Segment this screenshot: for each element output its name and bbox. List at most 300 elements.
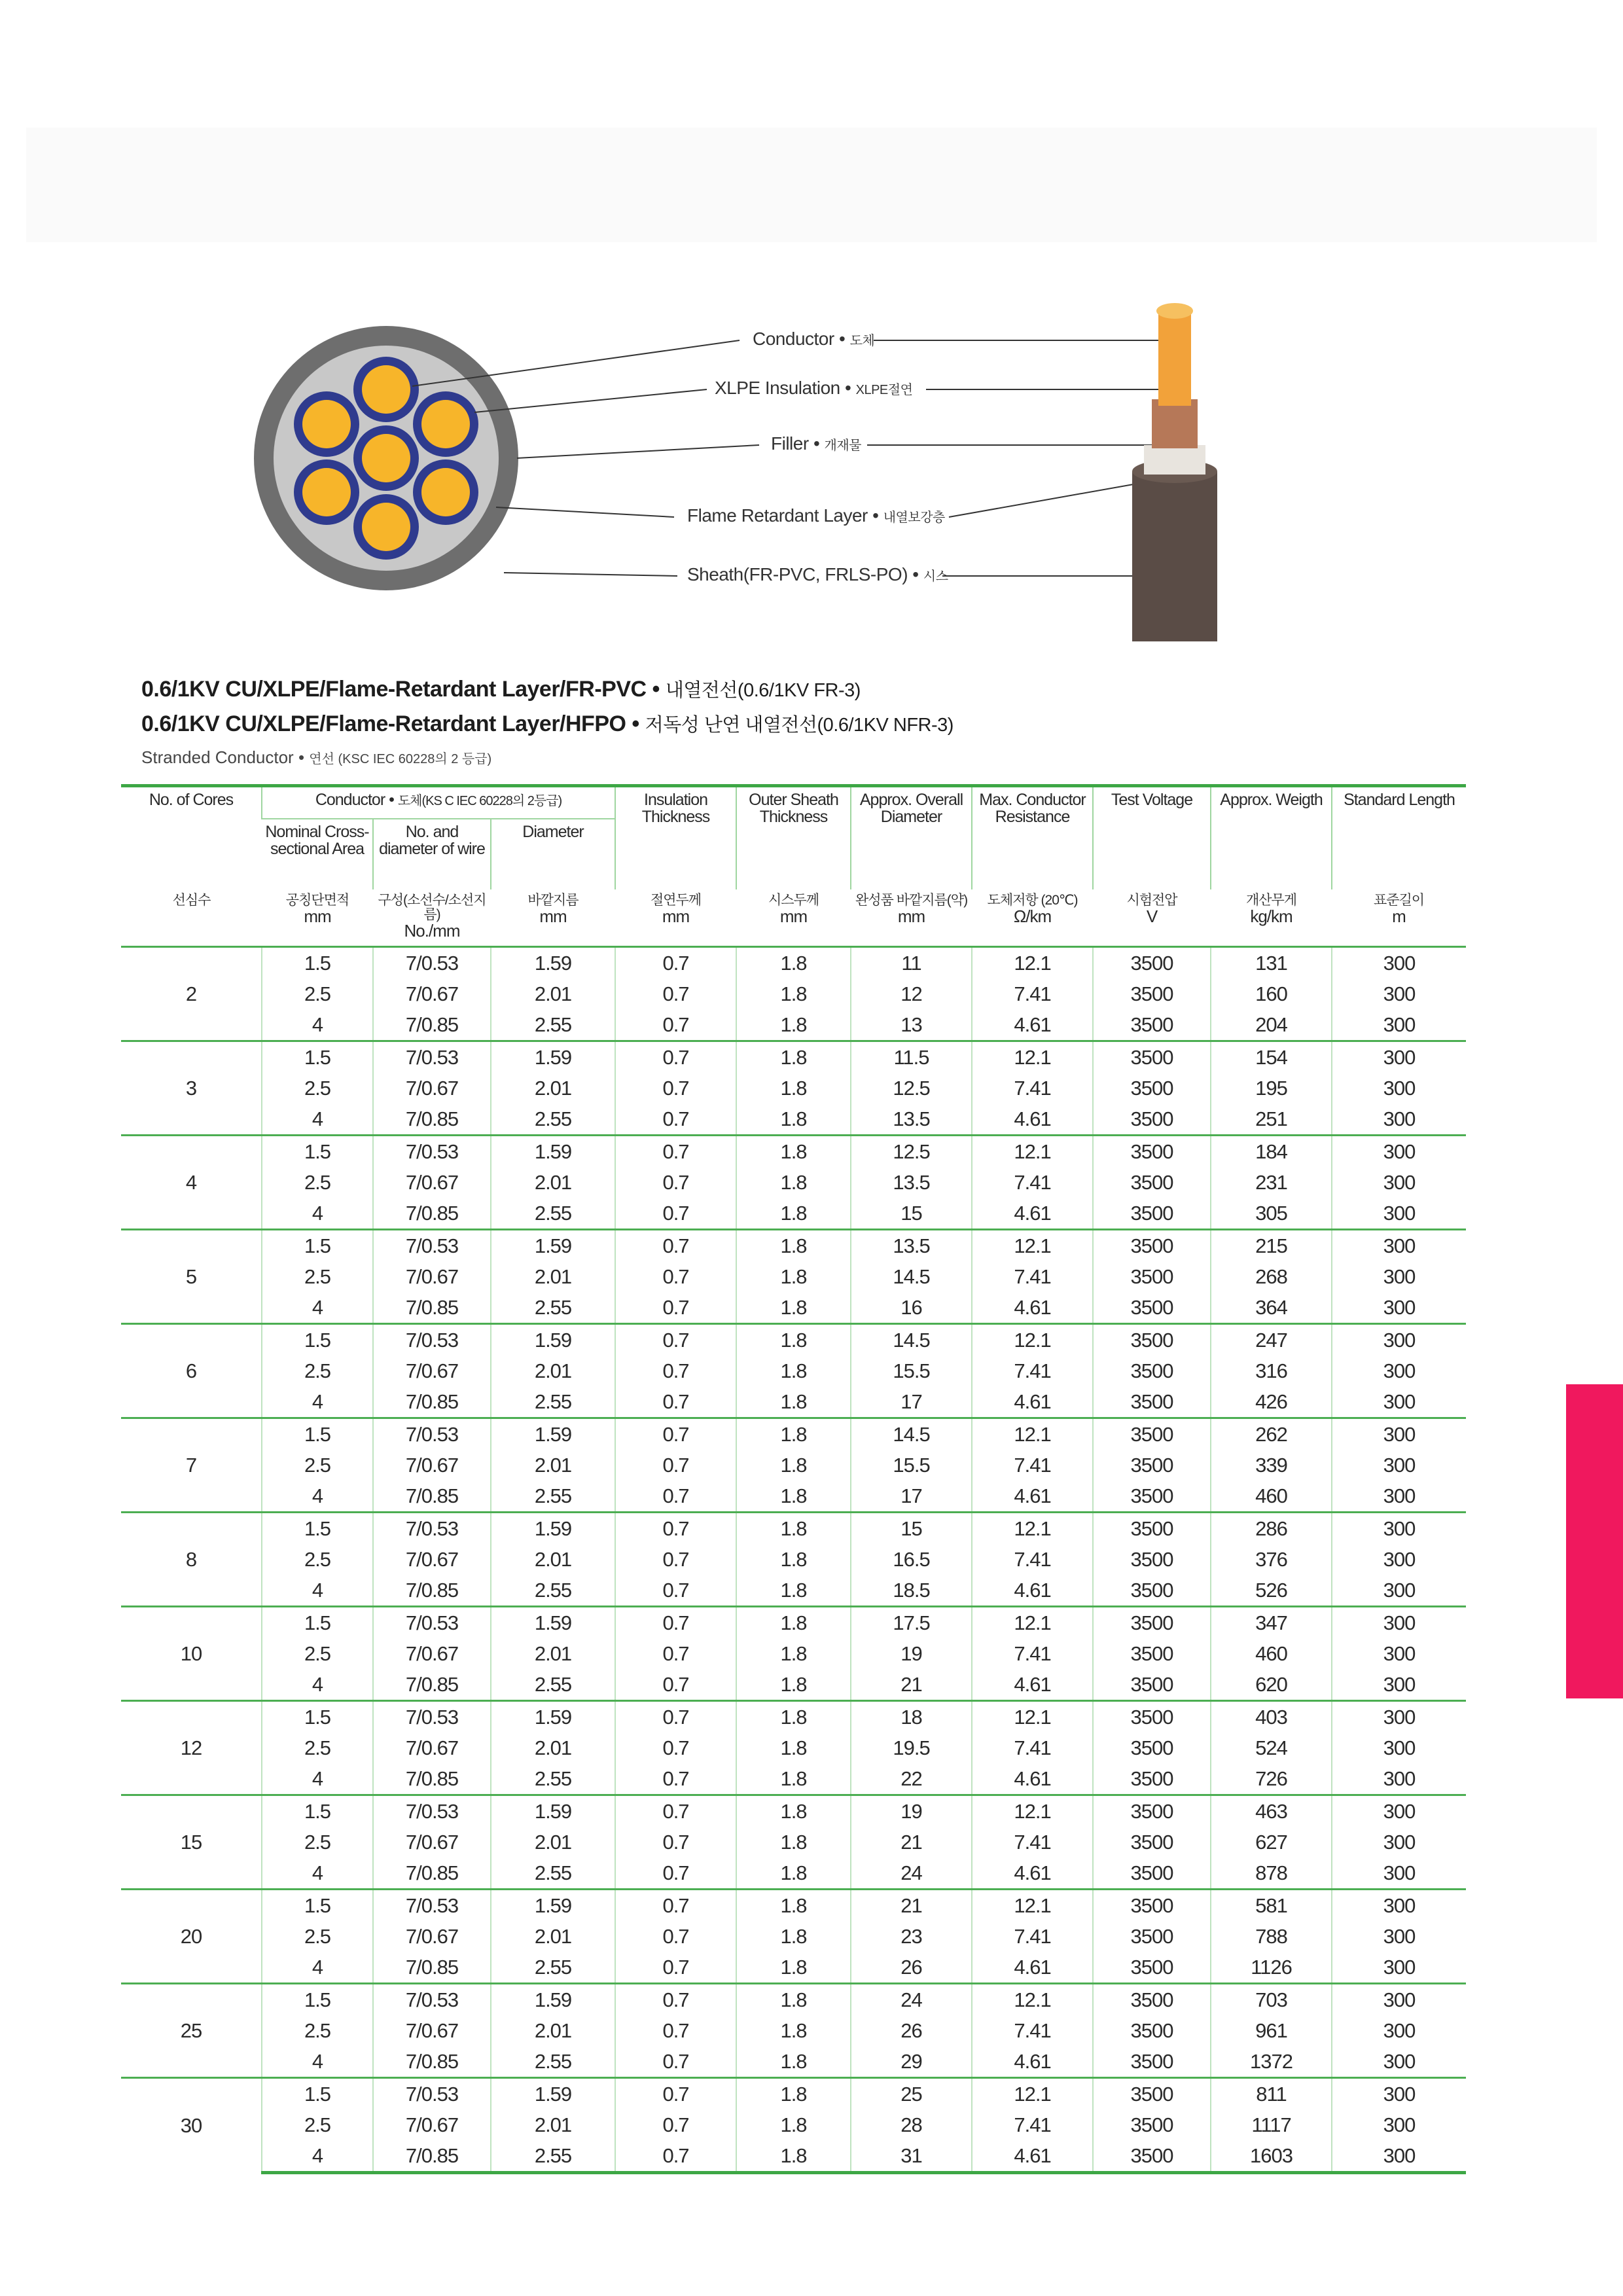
cell-overall: 16.5 bbox=[851, 1544, 972, 1575]
cell-wire: 7/0.67 bbox=[373, 1261, 491, 1292]
cell-sheath: 1.8 bbox=[736, 1450, 851, 1480]
table-row bbox=[121, 1763, 1466, 1795]
cell-length: 300 bbox=[1332, 1701, 1466, 1733]
label-flame-layer: Flame Retardant Layer • 내열보강층 bbox=[687, 505, 945, 526]
table-row bbox=[121, 1827, 1466, 1857]
cell-voltage: 3500 bbox=[1093, 2109, 1211, 2140]
cell-diameter: 2.55 bbox=[491, 1009, 615, 1041]
cell-sheath: 1.8 bbox=[736, 2109, 851, 2140]
cell-length: 300 bbox=[1332, 1952, 1466, 1984]
table-row bbox=[121, 2078, 1466, 2110]
cell-overall: 19.5 bbox=[851, 1732, 972, 1763]
table-row bbox=[121, 1952, 1466, 1984]
cell-length: 300 bbox=[1332, 1638, 1466, 1669]
cell-voltage: 3500 bbox=[1093, 2078, 1211, 2110]
cell-voltage: 3500 bbox=[1093, 1009, 1211, 1041]
cell-sheath: 1.8 bbox=[736, 1763, 851, 1795]
cell-resistance: 12.1 bbox=[972, 1418, 1093, 1450]
cell-sheath: 1.8 bbox=[736, 2078, 851, 2110]
cell-insulation: 0.7 bbox=[615, 1513, 736, 1545]
cell-wire: 7/0.85 bbox=[373, 1669, 491, 1701]
table-row bbox=[121, 1450, 1466, 1480]
cell-insulation: 0.7 bbox=[615, 1009, 736, 1041]
cell-length: 300 bbox=[1332, 1669, 1466, 1701]
cell-diameter: 2.01 bbox=[491, 1544, 615, 1575]
cell-wire: 7/0.67 bbox=[373, 978, 491, 1009]
cell-weight: 627 bbox=[1211, 1827, 1332, 1857]
cell-diameter: 2.01 bbox=[491, 2109, 615, 2140]
cell-area: 1.5 bbox=[262, 2078, 373, 2110]
cell-cores: 5 bbox=[121, 1230, 262, 1324]
header-resistance-kr: 도체저항 (20℃) Ω/km bbox=[972, 889, 1093, 947]
cell-insulation: 0.7 bbox=[615, 947, 736, 979]
cell-area: 1.5 bbox=[262, 1418, 373, 1450]
cell-length: 300 bbox=[1332, 1827, 1466, 1857]
cell-insulation: 0.7 bbox=[615, 2109, 736, 2140]
cell-wire: 7/0.67 bbox=[373, 1073, 491, 1103]
header-sheath: Outer Sheath Thickness bbox=[736, 786, 851, 890]
cell-diameter: 2.01 bbox=[491, 1921, 615, 1952]
cell-weight: 262 bbox=[1211, 1418, 1332, 1450]
cell-insulation: 0.7 bbox=[615, 1701, 736, 1733]
table-row bbox=[121, 1921, 1466, 1952]
cell-sheath: 1.8 bbox=[736, 1638, 851, 1669]
table-row bbox=[121, 1638, 1466, 1669]
header-length: Standard Length bbox=[1332, 786, 1466, 890]
cell-sheath: 1.8 bbox=[736, 2015, 851, 2046]
cell-sheath: 1.8 bbox=[736, 1009, 851, 1041]
cell-insulation: 0.7 bbox=[615, 1198, 736, 1230]
cell-insulation: 0.7 bbox=[615, 1921, 736, 1952]
cell-insulation: 0.7 bbox=[615, 2140, 736, 2173]
cell-voltage: 3500 bbox=[1093, 1701, 1211, 1733]
cell-sheath: 1.8 bbox=[736, 1041, 851, 1073]
cell-voltage: 3500 bbox=[1093, 1418, 1211, 1450]
top-banner-band bbox=[26, 128, 1597, 242]
cell-insulation: 0.7 bbox=[615, 978, 736, 1009]
cell-resistance: 12.1 bbox=[972, 1324, 1093, 1356]
cell-overall: 24 bbox=[851, 1857, 972, 1890]
table-row bbox=[121, 1795, 1466, 1827]
cell-sheath: 1.8 bbox=[736, 1355, 851, 1386]
cell-weight: 1603 bbox=[1211, 2140, 1332, 2173]
cell-wire: 7/0.85 bbox=[373, 1009, 491, 1041]
cell-resistance: 4.61 bbox=[972, 1198, 1093, 1230]
table-row bbox=[121, 2140, 1466, 2173]
cell-voltage: 3500 bbox=[1093, 1952, 1211, 1984]
cell-resistance: 4.61 bbox=[972, 1386, 1093, 1418]
cell-weight: 286 bbox=[1211, 1513, 1332, 1545]
cell-weight: 703 bbox=[1211, 1984, 1332, 2016]
table-row bbox=[121, 1009, 1466, 1041]
cell-insulation: 0.7 bbox=[615, 1638, 736, 1669]
cell-weight: 305 bbox=[1211, 1198, 1332, 1230]
cell-cores: 4 bbox=[121, 1136, 262, 1230]
subtitle-stranded: Stranded Conductor • 연선 (KSC IEC 60228의 2 등급) bbox=[141, 747, 492, 767]
cell-wire: 7/0.67 bbox=[373, 1167, 491, 1198]
table-row bbox=[121, 1544, 1466, 1575]
cell-overall: 28 bbox=[851, 2109, 972, 2140]
cell-area: 1.5 bbox=[262, 1513, 373, 1545]
cell-overall: 21 bbox=[851, 1890, 972, 1922]
cell-sheath: 1.8 bbox=[736, 1292, 851, 1324]
cell-diameter: 2.55 bbox=[491, 1763, 615, 1795]
cell-wire: 7/0.67 bbox=[373, 1355, 491, 1386]
cell-insulation: 0.7 bbox=[615, 1795, 736, 1827]
cell-length: 300 bbox=[1332, 1261, 1466, 1292]
cell-insulation: 0.7 bbox=[615, 1324, 736, 1356]
cell-wire: 7/0.53 bbox=[373, 1795, 491, 1827]
cell-overall: 22 bbox=[851, 1763, 972, 1795]
cell-insulation: 0.7 bbox=[615, 1984, 736, 2016]
cell-sheath: 1.8 bbox=[736, 1513, 851, 1545]
cell-sheath: 1.8 bbox=[736, 1418, 851, 1450]
cell-area: 4 bbox=[262, 1292, 373, 1324]
cell-sheath: 1.8 bbox=[736, 1890, 851, 1922]
cell-weight: 463 bbox=[1211, 1795, 1332, 1827]
cell-overall: 15 bbox=[851, 1198, 972, 1230]
cell-cores: 12 bbox=[121, 1701, 262, 1795]
cell-weight: 195 bbox=[1211, 1073, 1332, 1103]
cell-overall: 14.5 bbox=[851, 1261, 972, 1292]
cell-wire: 7/0.85 bbox=[373, 1198, 491, 1230]
cell-sheath: 1.8 bbox=[736, 947, 851, 979]
cell-cores: 8 bbox=[121, 1513, 262, 1607]
cell-voltage: 3500 bbox=[1093, 1575, 1211, 1607]
header-weight: Approx. Weigth bbox=[1211, 786, 1332, 890]
cell-insulation: 0.7 bbox=[615, 1261, 736, 1292]
product-title-2: 0.6/1KV CU/XLPE/Flame-Retardant Layer/HFPO • 저독성 난연 내열전선(0.6/1KV NFR-3) bbox=[141, 711, 954, 736]
cell-wire: 7/0.53 bbox=[373, 1324, 491, 1356]
cell-diameter: 1.59 bbox=[491, 1795, 615, 1827]
cell-resistance: 7.41 bbox=[972, 2109, 1093, 2140]
header-wire: No. and diameter of wire bbox=[373, 819, 491, 889]
cell-overall: 26 bbox=[851, 2015, 972, 2046]
cell-sheath: 1.8 bbox=[736, 978, 851, 1009]
cell-resistance: 7.41 bbox=[972, 1450, 1093, 1480]
cell-weight: 524 bbox=[1211, 1732, 1332, 1763]
cell-wire: 7/0.53 bbox=[373, 1607, 491, 1639]
cell-length: 300 bbox=[1332, 1041, 1466, 1073]
cell-length: 300 bbox=[1332, 1732, 1466, 1763]
cell-wire: 7/0.53 bbox=[373, 1418, 491, 1450]
table-row bbox=[121, 1732, 1466, 1763]
cell-diameter: 1.59 bbox=[491, 1701, 615, 1733]
cell-area: 2.5 bbox=[262, 1732, 373, 1763]
cutaway-cable bbox=[1132, 303, 1217, 641]
cell-overall: 15.5 bbox=[851, 1450, 972, 1480]
cell-resistance: 7.41 bbox=[972, 1827, 1093, 1857]
cell-weight: 460 bbox=[1211, 1638, 1332, 1669]
cell-wire: 7/0.85 bbox=[373, 1763, 491, 1795]
cell-weight: 339 bbox=[1211, 1450, 1332, 1480]
cell-resistance: 4.61 bbox=[972, 1480, 1093, 1513]
table-row bbox=[121, 978, 1466, 1009]
cell-diameter: 2.01 bbox=[491, 1638, 615, 1669]
cell-wire: 7/0.67 bbox=[373, 1827, 491, 1857]
cell-cores: 20 bbox=[121, 1890, 262, 1984]
cell-overall: 11.5 bbox=[851, 1041, 972, 1073]
header-diameter: Diameter bbox=[491, 819, 615, 889]
cell-diameter: 2.55 bbox=[491, 1480, 615, 1513]
cell-length: 300 bbox=[1332, 1103, 1466, 1136]
header-overall: Approx. Overall Diameter bbox=[851, 786, 972, 890]
cell-weight: 247 bbox=[1211, 1324, 1332, 1356]
cell-wire: 7/0.53 bbox=[373, 1230, 491, 1262]
cell-length: 300 bbox=[1332, 1009, 1466, 1041]
table-row bbox=[121, 1480, 1466, 1513]
spec-table bbox=[121, 784, 1466, 2174]
cell-diameter: 2.01 bbox=[491, 1073, 615, 1103]
cell-diameter: 1.59 bbox=[491, 1136, 615, 1168]
cell-weight: 215 bbox=[1211, 1230, 1332, 1262]
cell-resistance: 12.1 bbox=[972, 2078, 1093, 2110]
cell-area: 4 bbox=[262, 2140, 373, 2173]
cell-overall: 11 bbox=[851, 947, 972, 979]
cell-weight: 1372 bbox=[1211, 2046, 1332, 2078]
cell-area: 1.5 bbox=[262, 1136, 373, 1168]
cell-wire: 7/0.53 bbox=[373, 1513, 491, 1545]
cell-diameter: 1.59 bbox=[491, 2078, 615, 2110]
cell-voltage: 3500 bbox=[1093, 1921, 1211, 1952]
cell-voltage: 3500 bbox=[1093, 1638, 1211, 1669]
cell-overall: 24 bbox=[851, 1984, 972, 2016]
cell-insulation: 0.7 bbox=[615, 1103, 736, 1136]
cell-diameter: 2.55 bbox=[491, 1575, 615, 1607]
cell-diameter: 2.55 bbox=[491, 1952, 615, 1984]
cell-area: 1.5 bbox=[262, 947, 373, 979]
cell-area: 2.5 bbox=[262, 1073, 373, 1103]
cell-insulation: 0.7 bbox=[615, 1230, 736, 1262]
cell-diameter: 2.55 bbox=[491, 1198, 615, 1230]
cell-overall: 19 bbox=[851, 1795, 972, 1827]
cell-sheath: 1.8 bbox=[736, 1857, 851, 1890]
table-row bbox=[121, 1324, 1466, 1356]
cell-overall: 25 bbox=[851, 2078, 972, 2110]
cell-overall: 13.5 bbox=[851, 1230, 972, 1262]
cell-resistance: 7.41 bbox=[972, 1167, 1093, 1198]
cell-overall: 18 bbox=[851, 1701, 972, 1733]
cell-voltage: 3500 bbox=[1093, 1136, 1211, 1168]
cell-overall: 12.5 bbox=[851, 1136, 972, 1168]
cell-resistance: 4.61 bbox=[972, 1763, 1093, 1795]
cell-insulation: 0.7 bbox=[615, 1450, 736, 1480]
cell-area: 2.5 bbox=[262, 1638, 373, 1669]
cell-insulation: 0.7 bbox=[615, 1073, 736, 1103]
cell-cores: 10 bbox=[121, 1607, 262, 1701]
cell-weight: 184 bbox=[1211, 1136, 1332, 1168]
cell-weight: 347 bbox=[1211, 1607, 1332, 1639]
cell-overall: 16 bbox=[851, 1292, 972, 1324]
cross-section bbox=[254, 326, 518, 590]
cell-resistance: 4.61 bbox=[972, 1669, 1093, 1701]
cell-area: 4 bbox=[262, 1763, 373, 1795]
cell-length: 300 bbox=[1332, 1544, 1466, 1575]
cell-diameter: 2.55 bbox=[491, 1292, 615, 1324]
cell-cores: 15 bbox=[121, 1795, 262, 1890]
cell-voltage: 3500 bbox=[1093, 2015, 1211, 2046]
cell-insulation: 0.7 bbox=[615, 1669, 736, 1701]
cell-weight: 154 bbox=[1211, 1041, 1332, 1073]
header-resistance: Max. Conductor Resistance bbox=[972, 786, 1093, 890]
cell-overall: 17 bbox=[851, 1386, 972, 1418]
cell-sheath: 1.8 bbox=[736, 1732, 851, 1763]
cell-area: 2.5 bbox=[262, 1167, 373, 1198]
cell-sheath: 1.8 bbox=[736, 1198, 851, 1230]
cell-cores: 30 bbox=[121, 2078, 262, 2173]
cell-wire: 7/0.85 bbox=[373, 2140, 491, 2173]
cell-resistance: 12.1 bbox=[972, 1041, 1093, 1073]
cell-overall: 31 bbox=[851, 2140, 972, 2173]
cell-cores: 3 bbox=[121, 1041, 262, 1136]
cell-wire: 7/0.67 bbox=[373, 1921, 491, 1952]
cell-overall: 17 bbox=[851, 1480, 972, 1513]
cell-area: 2.5 bbox=[262, 2015, 373, 2046]
cell-length: 300 bbox=[1332, 1890, 1466, 1922]
cell-wire: 7/0.85 bbox=[373, 1480, 491, 1513]
table-row bbox=[121, 1230, 1466, 1262]
cell-voltage: 3500 bbox=[1093, 1669, 1211, 1701]
cell-weight: 364 bbox=[1211, 1292, 1332, 1324]
cell-diameter: 2.01 bbox=[491, 1827, 615, 1857]
cell-wire: 7/0.67 bbox=[373, 1638, 491, 1669]
cell-diameter: 1.59 bbox=[491, 1324, 615, 1356]
header-diameter-kr: 바깥지름 mm bbox=[491, 889, 615, 947]
cell-length: 300 bbox=[1332, 1575, 1466, 1607]
cell-weight: 316 bbox=[1211, 1355, 1332, 1386]
cell-length: 300 bbox=[1332, 1607, 1466, 1639]
cell-weight: 403 bbox=[1211, 1701, 1332, 1733]
cell-wire: 7/0.53 bbox=[373, 1041, 491, 1073]
header-conductor: Conductor • 도체(KS C IEC 60228의 2등급) bbox=[262, 786, 615, 819]
table-row bbox=[121, 1418, 1466, 1450]
cell-voltage: 3500 bbox=[1093, 1890, 1211, 1922]
cell-voltage: 3500 bbox=[1093, 1198, 1211, 1230]
cell-weight: 160 bbox=[1211, 978, 1332, 1009]
cell-length: 300 bbox=[1332, 1136, 1466, 1168]
cell-weight: 526 bbox=[1211, 1575, 1332, 1607]
table-row bbox=[121, 947, 1466, 979]
cell-insulation: 0.7 bbox=[615, 1418, 736, 1450]
cell-area: 4 bbox=[262, 1669, 373, 1701]
cell-length: 300 bbox=[1332, 1324, 1466, 1356]
table-row bbox=[121, 1167, 1466, 1198]
cell-diameter: 1.59 bbox=[491, 1513, 615, 1545]
cell-voltage: 3500 bbox=[1093, 1732, 1211, 1763]
cell-overall: 23 bbox=[851, 1921, 972, 1952]
cell-length: 300 bbox=[1332, 2109, 1466, 2140]
table-row bbox=[121, 1607, 1466, 1639]
cell-wire: 7/0.53 bbox=[373, 1701, 491, 1733]
cell-length: 300 bbox=[1332, 1480, 1466, 1513]
table-row bbox=[121, 1292, 1466, 1324]
cell-weight: 204 bbox=[1211, 1009, 1332, 1041]
cell-diameter: 1.59 bbox=[491, 1890, 615, 1922]
cell-diameter: 1.59 bbox=[491, 1418, 615, 1450]
cell-voltage: 3500 bbox=[1093, 1386, 1211, 1418]
cell-voltage: 3500 bbox=[1093, 1795, 1211, 1827]
cell-area: 2.5 bbox=[262, 1921, 373, 1952]
cell-sheath: 1.8 bbox=[736, 1103, 851, 1136]
cell-length: 300 bbox=[1332, 947, 1466, 979]
cell-wire: 7/0.85 bbox=[373, 1857, 491, 1890]
cable-diagram bbox=[0, 249, 1623, 668]
cell-length: 300 bbox=[1332, 1292, 1466, 1324]
cell-weight: 231 bbox=[1211, 1167, 1332, 1198]
cell-diameter: 2.01 bbox=[491, 1355, 615, 1386]
cell-overall: 18.5 bbox=[851, 1575, 972, 1607]
leader-lines bbox=[412, 340, 1162, 576]
cell-voltage: 3500 bbox=[1093, 1544, 1211, 1575]
cell-insulation: 0.7 bbox=[615, 1575, 736, 1607]
cell-insulation: 0.7 bbox=[615, 2015, 736, 2046]
cell-voltage: 3500 bbox=[1093, 1324, 1211, 1356]
cell-sheath: 1.8 bbox=[736, 1701, 851, 1733]
cell-overall: 21 bbox=[851, 1669, 972, 1701]
cell-voltage: 3500 bbox=[1093, 947, 1211, 979]
cell-insulation: 0.7 bbox=[615, 1952, 736, 1984]
cell-resistance: 4.61 bbox=[972, 1952, 1093, 1984]
cell-insulation: 0.7 bbox=[615, 1890, 736, 1922]
cell-insulation: 0.7 bbox=[615, 2078, 736, 2110]
cell-length: 300 bbox=[1332, 2015, 1466, 2046]
table-row bbox=[121, 1890, 1466, 1922]
cell-voltage: 3500 bbox=[1093, 1513, 1211, 1545]
cell-sheath: 1.8 bbox=[736, 1480, 851, 1513]
cell-wire: 7/0.67 bbox=[373, 1732, 491, 1763]
table-row bbox=[121, 2046, 1466, 2078]
cell-length: 300 bbox=[1332, 2078, 1466, 2110]
cell-area: 4 bbox=[262, 1386, 373, 1418]
cell-sheath: 1.8 bbox=[736, 1575, 851, 1607]
cell-weight: 131 bbox=[1211, 947, 1332, 979]
cell-diameter: 2.55 bbox=[491, 1669, 615, 1701]
cell-overall: 13 bbox=[851, 1009, 972, 1041]
cell-cores: 25 bbox=[121, 1984, 262, 2078]
cell-resistance: 7.41 bbox=[972, 1073, 1093, 1103]
cell-wire: 7/0.67 bbox=[373, 1544, 491, 1575]
header-area: Nominal Cross-sectional Area bbox=[262, 819, 373, 889]
cell-diameter: 2.55 bbox=[491, 1386, 615, 1418]
cell-voltage: 3500 bbox=[1093, 1763, 1211, 1795]
cell-wire: 7/0.85 bbox=[373, 1575, 491, 1607]
cell-length: 300 bbox=[1332, 1073, 1466, 1103]
cell-resistance: 7.41 bbox=[972, 1732, 1093, 1763]
cell-cores: 7 bbox=[121, 1418, 262, 1513]
cell-resistance: 12.1 bbox=[972, 1795, 1093, 1827]
cell-resistance: 4.61 bbox=[972, 1103, 1093, 1136]
cell-overall: 21 bbox=[851, 1827, 972, 1857]
cell-insulation: 0.7 bbox=[615, 1167, 736, 1198]
cell-weight: 961 bbox=[1211, 2015, 1332, 2046]
header-weight-kr: 개산무게 kg/km bbox=[1211, 889, 1332, 947]
table-row bbox=[121, 1136, 1466, 1168]
cell-overall: 13.5 bbox=[851, 1167, 972, 1198]
cell-sheath: 1.8 bbox=[736, 1230, 851, 1262]
cell-insulation: 0.7 bbox=[615, 1763, 736, 1795]
label-filler: Filler • 개재물 bbox=[771, 433, 862, 454]
header-voltage-kr: 시험전압 V bbox=[1093, 889, 1211, 947]
cell-area: 4 bbox=[262, 1952, 373, 1984]
cell-sheath: 1.8 bbox=[736, 1952, 851, 1984]
cell-wire: 7/0.53 bbox=[373, 1136, 491, 1168]
cell-length: 300 bbox=[1332, 1230, 1466, 1262]
cell-resistance: 12.1 bbox=[972, 1230, 1093, 1262]
cell-resistance: 12.1 bbox=[972, 1890, 1093, 1922]
cell-voltage: 3500 bbox=[1093, 978, 1211, 1009]
cell-sheath: 1.8 bbox=[736, 1073, 851, 1103]
cell-sheath: 1.8 bbox=[736, 1669, 851, 1701]
